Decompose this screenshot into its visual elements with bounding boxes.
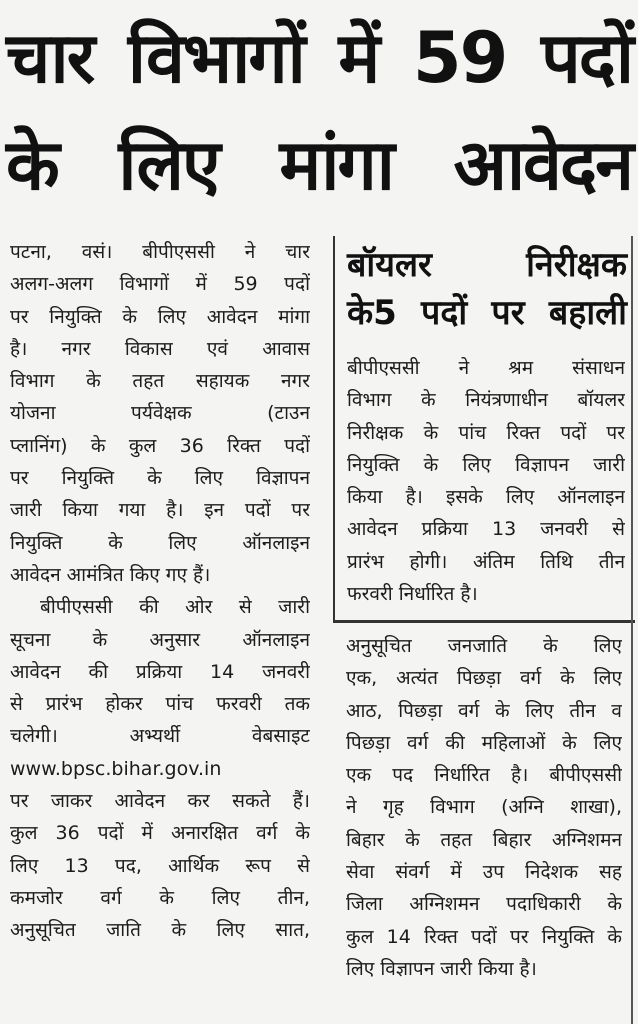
body-line: अनुसूचित जाति के लिए सात, xyxy=(10,919,310,942)
body-line: पिछड़ा वर्ग की महिलाओं के लिए xyxy=(346,731,622,754)
body-line: लिए विज्ञापन जारी किया है। xyxy=(346,957,537,980)
sidebar-story-box xyxy=(333,236,635,623)
sidebar-line: बीपीएससी ने श्रम संसाधन xyxy=(347,357,625,379)
body-line: ने गृह विभाग (अग्नि शाखा), xyxy=(346,796,622,819)
body-line: कुल 36 पदों में अनारक्षित वर्ग के xyxy=(10,822,310,845)
body-line: अनुसूचित जनजाति के लिए xyxy=(346,635,622,657)
headline-line-1: चार विभागों में 59 पदों xyxy=(6,17,632,99)
headline-line-2: के लिए मांगा आवेदन xyxy=(6,124,632,206)
body-line: कुल 14 रिक्त पदों पर नियुक्ति के xyxy=(346,925,622,948)
body-line: से प्रारंभ होकर पांच फरवरी तक xyxy=(10,693,310,716)
body-line: एक, अत्यंत पिछड़ा वर्ग के लिए xyxy=(346,667,622,690)
body-line: जारी किया गया है। इन पदों पर xyxy=(10,499,310,522)
body-line: आवेदन आमंत्रित किए गए हैं। xyxy=(10,563,211,586)
body-line: योजना पर्यवेक्षक (टाउन xyxy=(10,402,310,425)
sidebar-line: नियुक्ति के लिए विज्ञापन जारी xyxy=(347,453,625,476)
body-line: जिला अग्निशमन पदाधिकारी के xyxy=(346,893,622,916)
sidebar-headline-line-1: बॉयलर निरीक्षक xyxy=(347,245,627,285)
body-line: आवेदन की प्रक्रिया 14 जनवरी xyxy=(10,660,310,683)
body-line: पटना, वसं। बीपीएससी ने चार xyxy=(10,241,310,263)
body-line: प्लानिंग) के कुल 36 रिक्त पदों xyxy=(10,434,310,457)
sidebar-line: निरीक्षक के पांच रिक्त पदों पर xyxy=(347,421,625,444)
website-url: www.bpsc.bihar.gov.in xyxy=(10,757,222,780)
sidebar-headline-line-2: के5 पदों पर बहाली xyxy=(347,293,627,333)
sidebar-line: फरवरी निर्धारित है। xyxy=(347,583,478,606)
body-line: है। नगर विकास एवं आवास xyxy=(10,337,310,360)
body-line: एक पद निर्धारित है। बीपीएससी xyxy=(346,764,622,787)
body-line: विभाग के तहत सहायक नगर xyxy=(10,370,310,393)
body-line: अलग-अलग विभागों में 59 पदों xyxy=(10,273,310,296)
body-line: आठ, पिछड़ा वर्ग के लिए तीन व xyxy=(346,699,622,722)
body-line: नियुक्ति के लिए ऑनलाइन xyxy=(10,531,310,554)
body-line: पर नियुक्ति के लिए विज्ञापन xyxy=(10,467,310,490)
sidebar-line: विभाग के नियंत्रणाधीन बॉयलर xyxy=(347,389,625,412)
body-line: बिहार के तहत बिहार अग्निशमन xyxy=(346,828,622,851)
body-line: लिए 13 पद, आर्थिक रूप से xyxy=(10,854,310,877)
main-story-continued xyxy=(346,630,622,985)
body-line: पर जाकर आवेदन कर सकते हैं। xyxy=(10,790,310,813)
column-rule xyxy=(631,236,633,1024)
body-line: पर नियुक्ति के लिए आवेदन मांगा xyxy=(10,305,310,328)
body-line: सूचना के अनुसार ऑनलाइन xyxy=(10,628,310,651)
main-story-column xyxy=(10,236,310,947)
body-line: चलेगी। अभ्यर्थी वेबसाइट xyxy=(10,725,310,748)
body-line: कमजोर वर्ग के लिए तीन, xyxy=(10,886,310,909)
sidebar-line: आवेदन प्रक्रिया 13 जनवरी से xyxy=(347,518,625,541)
sidebar-line: प्रारंभ होगी। अंतिम तिथि तीन xyxy=(347,550,625,573)
sidebar-line: किया है। इसके लिए ऑनलाइन xyxy=(347,486,625,509)
body-line: बीपीएससी की ओर से जारी xyxy=(40,596,310,619)
body-line: सेवा संवर्ग में उप निदेशक सह xyxy=(346,861,622,884)
